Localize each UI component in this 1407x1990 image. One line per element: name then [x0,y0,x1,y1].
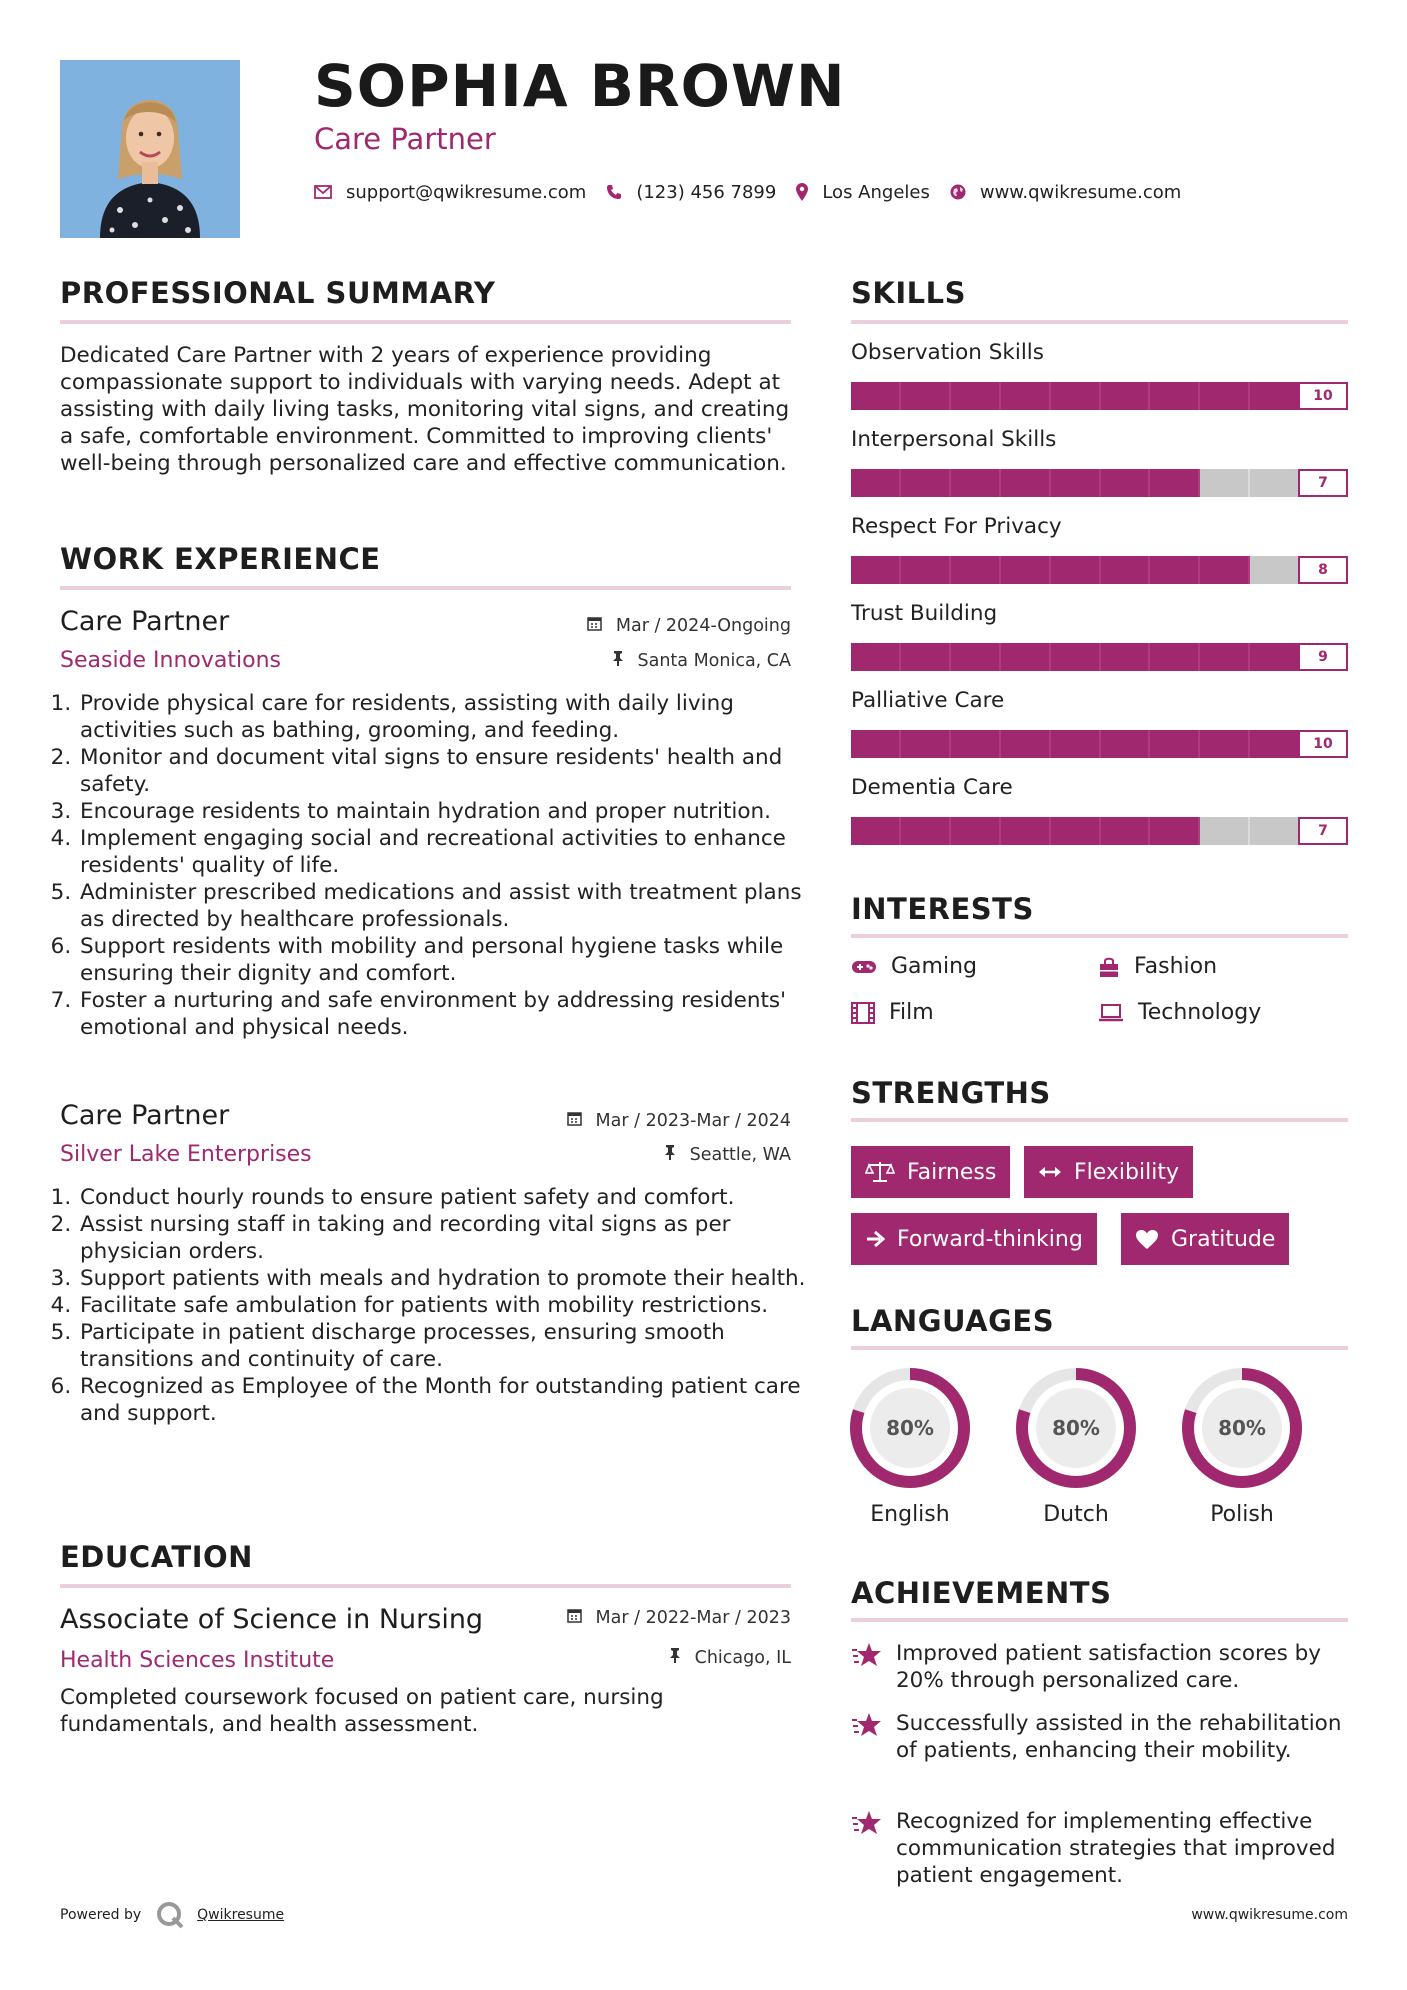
language-label: English [870,1502,950,1527]
language-percent: 80% [886,1416,934,1440]
education-text: Completed coursework focused on patient care, nursing fundamentals, and health assessment. [60,1685,664,1737]
candidate-name: SOPHIA BROWN [314,52,846,120]
skill-bar-segment [901,643,951,671]
skill-bar-segment [1250,730,1300,758]
skill-bar-segment [1101,643,1151,671]
job-location-text: Santa Monica, CA [637,651,791,671]
skill-bar-segment [951,469,1001,497]
strength-tag [1121,1213,1289,1265]
gamepad-icon [851,959,877,975]
interests-rule [851,934,1348,938]
contact-phone[interactable]: (123) 456 7899 [636,181,777,203]
skill-bar-segment [1250,469,1300,497]
strength-label: Flexibility [1074,1159,1179,1185]
star-badge-icon [851,1712,883,1742]
education-dates [567,1608,791,1628]
interest-item [1098,954,1217,979]
brand-link[interactable]: Qwikresume [197,1907,285,1923]
scale-icon [865,1161,895,1183]
experience-title: WORK EXPERIENCE [60,542,381,576]
skill-bar [851,382,1348,410]
skill-value-badge: 10 [1298,730,1348,758]
skill-bar-segment [1150,382,1200,410]
job-title: Care Partner [60,606,230,637]
achievement-text: Successfully assisted in the rehabilitation of patients, enhancing their mobility. [896,1711,1342,1763]
skill-value-badge: 7 [1298,817,1348,845]
skill-bar [851,556,1348,584]
skill-bar [851,817,1348,845]
job-company: Silver Lake Enterprises [60,1142,312,1167]
skill-bar-segment [1101,382,1151,410]
skill-bar-segment [951,730,1001,758]
achievements-rule [851,1618,1348,1622]
degree-title: Associate of Science in Nursing [60,1604,484,1635]
job-company: Seaside Innovations [60,648,281,673]
skill-bar-segment [901,382,951,410]
skill-bar-segment [1150,556,1200,584]
skill-value-badge: 9 [1298,643,1348,671]
language-donut [1180,1366,1304,1490]
pushpin-icon [664,1145,682,1165]
job-location-text: Seattle, WA [689,1145,791,1165]
skill-value-badge: 8 [1298,556,1348,584]
list-item: 6. Recognized as Employee of the Month for outstanding patient care and support. [78,1373,813,1427]
list-item: 3. Support patients with meals and hydration to promote their health. [78,1265,813,1292]
language-donut [848,1366,972,1490]
contact-bar [314,178,1201,206]
pushpin-icon [669,1648,687,1668]
achievement-item [851,1640,1351,1694]
job-location [664,1145,791,1165]
school-name: Health Sciences Institute [60,1648,335,1673]
list-item: 5. Participate in patient discharge processes, ensuring smooth transitions and continuity of care. [78,1319,813,1373]
skill-bar-segment [1200,556,1250,584]
skill-bar-segment [1051,469,1101,497]
list-item: 1. Conduct hourly rounds to ensure patient safety and comfort. [78,1184,813,1211]
skill-bar-segment [1001,556,1051,584]
contact-location: Los Angeles [822,181,930,203]
interest-label: Film [889,1000,934,1025]
skill-bar-segment [1001,469,1051,497]
skill-label: Observation Skills [851,340,1044,365]
skill-label: Palliative Care [851,688,1005,713]
qwikresume-logo-icon [155,1900,185,1930]
skill-bar-segment [1051,382,1101,410]
skills-title: SKILLS [851,276,966,310]
calendar-icon [567,1608,588,1628]
skill-bar-segment [1051,817,1101,845]
language-donut [1014,1366,1138,1490]
skill-bar-segment [1101,730,1151,758]
experience-rule [60,586,791,590]
contact-website[interactable]: www.qwikresume.com [979,181,1182,203]
list-item: 4. Implement engaging social and recreational activities to enhance residents' quality of life. [78,825,813,879]
skill-bar-segment [1200,817,1250,845]
skill-bar-segment [901,469,951,497]
skill-bar-segment [1200,730,1250,758]
skill-bar-segment [951,817,1001,845]
interest-label: Fashion [1134,954,1218,979]
strengths-rule [851,1118,1348,1122]
arrows-horizontal-icon [1038,1165,1062,1179]
list-item: 3. Encourage residents to maintain hydration and proper nutrition. [78,798,813,825]
education-location-text: Chicago, IL [694,1648,791,1668]
languages-title: LANGUAGES [851,1304,1055,1338]
interest-label: Gaming [891,954,977,979]
job-title: Care Partner [60,1100,230,1131]
skill-bar [851,643,1348,671]
skill-bar-segment [1200,643,1250,671]
skill-label: Trust Building [851,601,998,626]
skill-bar-segment [951,556,1001,584]
skill-bar-segment [1001,382,1051,410]
skill-label: Interpersonal Skills [851,427,1057,452]
achievement-text: Recognized for implementing effective communication strategies that improved patient engagement. [896,1809,1336,1888]
skill-bar-segment [1250,643,1300,671]
achievement-item [851,1808,1351,1889]
achievement-item [851,1710,1351,1764]
contact-email[interactable]: support@qwikresume.com [346,181,587,203]
list-item: 6. Support residents with mobility and personal hygiene tasks while ensuring their dignity and comfort. [78,933,813,987]
skill-bar-segment [1150,730,1200,758]
skill-bar-segment [851,730,901,758]
skill-bar-segment [851,469,901,497]
achievement-text: Improved patient satisfaction scores by 20% through personalized care. [896,1641,1321,1693]
strength-tag [851,1146,1010,1198]
list-item: 5. Administer prescribed medications and assist with treatment plans as directed by healthcare professionals. [78,879,813,933]
skill-bar [851,469,1348,497]
email-icon [314,185,332,199]
list-item: 7. Foster a nurturing and safe environment by addressing residents' emotional and physical needs. [78,987,813,1041]
summary-rule [60,320,791,324]
interest-item [851,954,977,979]
strength-label: Fairness [907,1159,997,1185]
skill-bar-segment [1001,817,1051,845]
star-badge-icon [851,1642,883,1672]
language-percent: 80% [1052,1416,1100,1440]
skills-rule [851,320,1348,324]
map-pin-icon [796,183,808,201]
skill-bar-segment [1101,469,1151,497]
strengths-title: STRENGTHS [851,1076,1051,1110]
phone-icon [606,184,622,200]
skill-bar-segment [1051,730,1101,758]
skill-bar-segment [1101,817,1151,845]
skill-bar-segment [1200,469,1250,497]
language-label: Dutch [1043,1502,1109,1527]
calendar-icon [567,1111,588,1131]
skill-bar-segment [951,382,1001,410]
job-dates [567,1111,791,1131]
languages-rule [851,1346,1348,1350]
job-dates-text: Mar / 2024-Ongoing [615,616,791,636]
skill-bar-segment [1150,469,1200,497]
skill-bar-segment [901,556,951,584]
skill-bar-segment [1001,730,1051,758]
interest-item [1098,1000,1261,1025]
summary-text: Dedicated Care Partner with 2 years of experience providing compassionate support to individuals with varying needs. Adept at assisting with daily living tasks, monitoring vital signs, and creating a safe, comfortable environment. Committed to improving clients' well-being through personalized care and effective communication. [60,343,790,476]
skill-bar-segment [1001,643,1051,671]
skill-bar-segment [1051,556,1101,584]
achievements-title: ACHIEVEMENTS [851,1576,1112,1610]
skill-bar-segment [1101,556,1151,584]
star-badge-icon [851,1810,883,1840]
strength-tag [851,1213,1097,1265]
profile-photo [60,60,240,238]
list-item: 1. Provide physical care for residents, assisting with daily living activities such as bathing, grooming, and feeding. [78,690,813,744]
list-item: 2. Monitor and document vital signs to ensure residents' health and safety. [78,744,813,798]
laptop-icon [1098,1004,1124,1022]
skill-label: Respect For Privacy [851,514,1062,539]
skill-bar-segment [1250,382,1300,410]
interests-title: INTERESTS [851,892,1034,926]
skill-bar-segment [1250,556,1300,584]
skill-bar-segment [1150,817,1200,845]
globe-icon [950,184,966,200]
education-location [669,1648,791,1668]
film-icon [851,1002,875,1024]
job-bullet-list [60,690,813,1041]
shopping-bag-icon [1098,956,1120,978]
skill-bar-segment [1051,643,1101,671]
arrow-right-icon [865,1230,885,1248]
pushpin-icon [612,651,630,671]
interest-item [851,1000,934,1025]
skill-label: Dementia Care [851,775,1013,800]
list-item: 4. Facilitate safe ambulation for patients with mobility restrictions. [78,1292,813,1319]
strength-label: Forward-thinking [897,1226,1083,1252]
calendar-icon [587,616,608,636]
education-dates-text: Mar / 2022-Mar / 2023 [595,1608,791,1628]
skill-value-badge: 10 [1298,382,1348,410]
interest-label: Technology [1138,1000,1262,1025]
skill-value-badge: 7 [1298,469,1348,497]
skill-bar-segment [851,817,901,845]
skill-bar-segment [1200,382,1250,410]
education-rule [60,1584,791,1588]
list-item: 2. Assist nursing staff in taking and recording vital signs as per physician orders. [78,1211,813,1265]
job-location [612,651,791,671]
language-percent: 80% [1218,1416,1266,1440]
summary-title: PROFESSIONAL SUMMARY [60,276,496,310]
skill-bar-segment [1250,817,1300,845]
skill-bar [851,730,1348,758]
candidate-role: Care Partner [314,122,496,156]
footer-powered [60,1900,284,1930]
job-dates [587,616,791,636]
skill-bar-segment [851,643,901,671]
profile-photo-graphic [60,60,240,238]
footer-url[interactable]: www.qwikresume.com [1191,1907,1348,1923]
job-bullet-list [60,1184,813,1427]
powered-by-text: Powered by [60,1907,142,1923]
job-dates-text: Mar / 2023-Mar / 2024 [595,1111,791,1131]
skill-bar-segment [901,730,951,758]
skill-bar-segment [951,643,1001,671]
education-title: EDUCATION [60,1540,253,1574]
skill-bar-segment [851,382,901,410]
strength-label: Gratitude [1171,1226,1276,1252]
language-label: Polish [1210,1502,1274,1527]
heart-icon [1135,1229,1159,1250]
skill-bar-segment [851,556,901,584]
strength-tag [1024,1146,1193,1198]
skill-bar-segment [1150,643,1200,671]
skill-bar-segment [901,817,951,845]
